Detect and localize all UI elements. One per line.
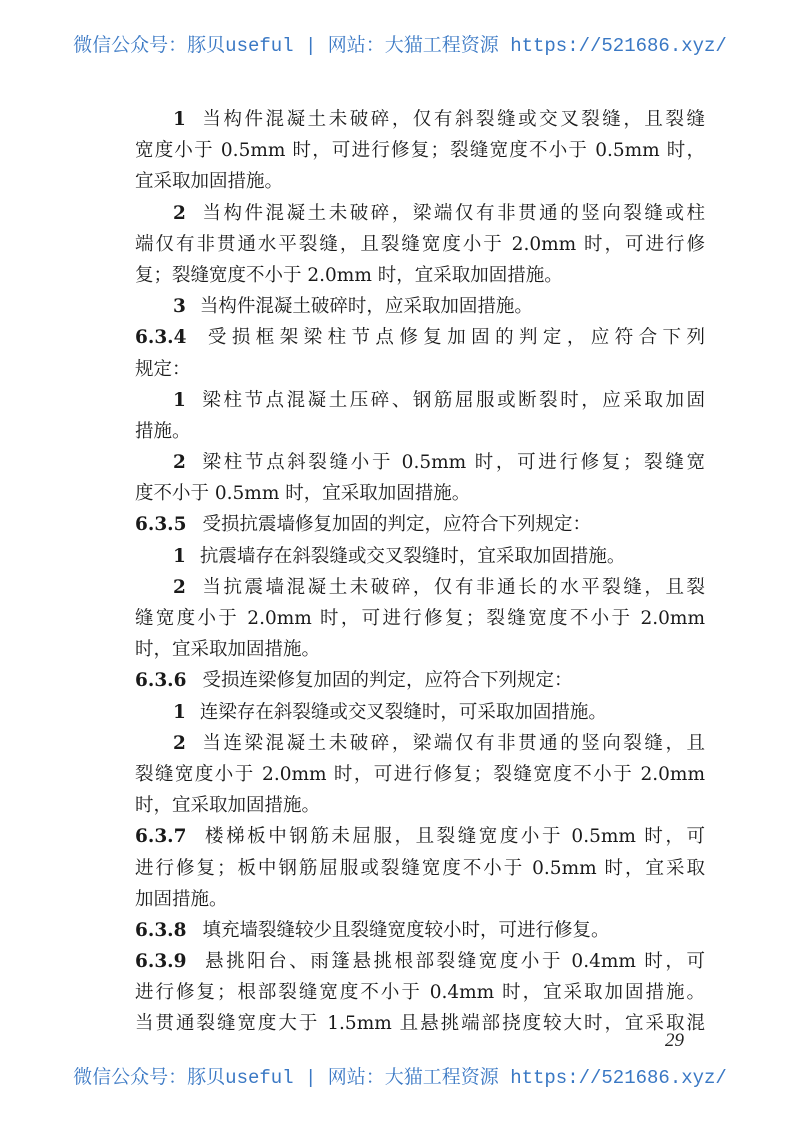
text-line [135, 478, 705, 509]
text-line [135, 166, 705, 197]
line-text: 措施。 [135, 420, 191, 442]
item-line [135, 385, 705, 416]
text-line [135, 884, 705, 915]
text-line [135, 603, 705, 634]
clause-number: 6.3.7 [135, 826, 187, 848]
line-text: 当构件混凝土未破碎，梁端仅有非贯通的竖向裂缝或柱 [199, 202, 705, 224]
line-text: 梁柱节点混凝土压碎、钢筋屈服或断裂时，应采取加固 [199, 389, 705, 411]
line-text: 时，宜采取加固措施。 [135, 795, 321, 817]
clause-line [135, 821, 705, 852]
item-number: 1 [173, 545, 186, 567]
clause-number: 6.3.5 [135, 514, 187, 536]
text-line [135, 977, 705, 1008]
text-line [135, 229, 705, 260]
text-line [135, 135, 705, 166]
line-text: 宽度小于 0.5mm 时，可进行修复；裂缝宽度不小于 0.5mm 时， [135, 140, 705, 162]
line-text: 受损连梁修复加固的判定，应符合下列规定： [202, 670, 573, 692]
line-text: 当抗震墙混凝土未破碎，仅有非通长的水平裂缝，且裂 [199, 576, 705, 598]
item-number: 1 [173, 701, 186, 723]
text-line [135, 853, 705, 884]
line-text: 进行修复；根部裂缝宽度不小于 0.4mm 时，宜采取加固措施。 [135, 982, 705, 1004]
line-text: 当连梁混凝土未破碎，梁端仅有非贯通的竖向裂缝，且 [199, 732, 705, 754]
item-line [135, 541, 705, 572]
line-text: 受损框架梁柱节点修复加固的判定，应符合下列 [202, 327, 705, 349]
line-text: 抗震墙存在斜裂缝或交叉裂缝时，宜采取加固措施。 [199, 545, 626, 567]
line-text: 时，宜采取加固措施。 [135, 639, 321, 661]
clause-line [135, 322, 705, 353]
item-line [135, 104, 705, 135]
item-number: 1 [173, 109, 186, 130]
item-number: 1 [173, 389, 186, 411]
item-line [135, 572, 705, 603]
text-line [135, 354, 705, 385]
clause-number: 6.3.8 [135, 919, 187, 941]
document-body [135, 104, 705, 1040]
item-line [135, 291, 705, 322]
line-text: 悬挑阳台、雨篷悬挑根部裂缝宽度小于 0.4mm 时，可 [202, 951, 705, 973]
text-line [135, 1008, 705, 1039]
line-text: 当构件混凝土破碎时，应采取加固措施。 [199, 296, 533, 318]
item-number: 2 [173, 452, 186, 474]
clause-line [135, 946, 705, 977]
line-text: 规定： [135, 358, 191, 380]
clause-number: 6.3.4 [135, 327, 187, 349]
item-number: 2 [173, 202, 186, 224]
text-line [135, 634, 705, 665]
line-text: 宜采取加固措施。 [135, 171, 284, 193]
item-line [135, 198, 705, 229]
line-text: 度不小于 0.5mm 时，宜采取加固措施。 [135, 483, 471, 505]
clause-number: 6.3.6 [135, 670, 187, 692]
clause-line [135, 665, 705, 696]
line-text: 填充墙裂缝较少且裂缝宽度较小时，可进行修复。 [202, 919, 610, 941]
item-line [135, 697, 705, 728]
watermark-header: 微信公众号：豚贝useful | 网站：大猫工程资源 https://521686.xyz/ [73, 35, 727, 57]
clause-number: 6.3.9 [135, 951, 187, 973]
item-number: 3 [173, 296, 186, 318]
line-text: 加固措施。 [135, 888, 228, 910]
line-text: 端仅有非贯通水平裂缝，且裂缝宽度小于 2.0mm 时，可进行修 [135, 233, 705, 255]
line-text: 连梁存在斜裂缝或交叉裂缝时，可采取加固措施。 [199, 701, 607, 723]
line-text: 楼梯板中钢筋未屈服，且裂缝宽度小于 0.5mm 时，可 [202, 826, 705, 848]
text-line [135, 416, 705, 447]
item-number: 2 [173, 576, 186, 598]
item-line [135, 728, 705, 759]
page-number: 29 [665, 1030, 684, 1051]
line-text: 复；裂缝宽度不小于 2.0mm 时，宜采取加固措施。 [135, 264, 563, 286]
clause-line [135, 915, 705, 946]
line-text: 当构件混凝土未破碎，仅有斜裂缝或交叉裂缝，且裂缝 [199, 109, 705, 130]
line-text: 缝宽度小于 2.0mm 时，可进行修复；裂缝宽度不小于 2.0mm [135, 608, 705, 629]
item-line [135, 447, 705, 478]
text-line [135, 759, 705, 790]
line-text: 梁柱节点斜裂缝小于 0.5mm 时，可进行修复；裂缝宽 [199, 452, 705, 474]
item-number: 2 [173, 732, 186, 754]
line-text: 裂缝宽度小于 2.0mm 时，可进行修复；裂缝宽度不小于 2.0mm [135, 763, 705, 785]
watermark-footer: 微信公众号：豚贝useful | 网站：大猫工程资源 https://521686.xyz/ [73, 1067, 727, 1089]
line-text: 进行修复；板中钢筋屈服或裂缝宽度不小于 0.5mm 时，宜采取 [135, 857, 705, 879]
text-line [135, 260, 705, 291]
line-text: 当贯通裂缝宽度大于 1.5mm 且悬挑端部挠度较大时，宜采取混 [135, 1013, 705, 1035]
text-line [135, 790, 705, 821]
line-text: 受损抗震墙修复加固的判定，应符合下列规定： [202, 514, 592, 536]
clause-line [135, 509, 705, 540]
